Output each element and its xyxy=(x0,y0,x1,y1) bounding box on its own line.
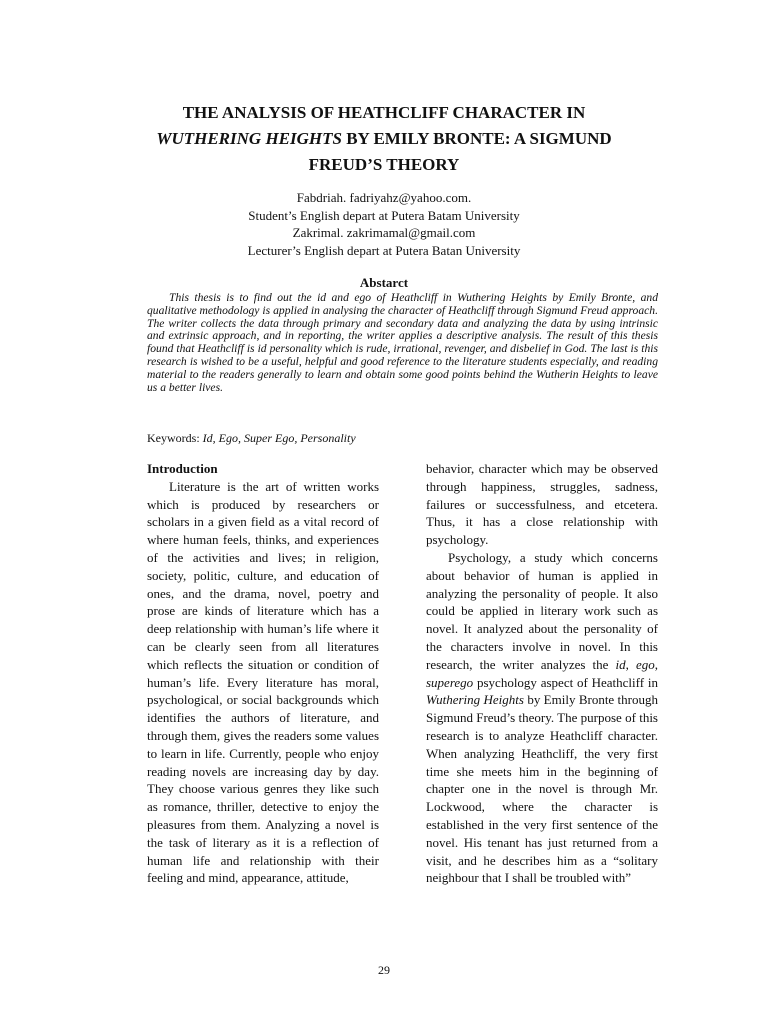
title-line-2 xyxy=(110,126,658,152)
p2-text-2: psychology aspect of Heathcliff in xyxy=(473,674,658,690)
abstract-text: This thesis is to find out the id and ego of Heathcliff in Wuthering Heights by Emily Bronte, and qualitative methodology is applied in analysing the character of Heathcliff through Sigmund Freud approach. The writer collects the data through primary and secondary data and analyzing the data by using intrinsic and extrinsic approach, and in reporting, the writer applies a descriptive analysis. The result of this thesis found that Heathcliff is id personality which is rude, irrational, revenger, and disbelief in God. The last is this research is wished to be a useful, helpful and good reference to the literature students especially, and reading material to the readers generally to learn and obtain some good points behind the Wutherin Heights to leave us a better lives. xyxy=(147,291,658,394)
title-line-2-rest: BY EMILY BRONTE: A SIGMUND xyxy=(341,129,612,148)
title-novel-name: WUTHERING HEIGHTS xyxy=(156,129,342,148)
author-2-affiliation: Lecturer’s English depart at Putera Batan University xyxy=(247,242,521,258)
page-number: 29 xyxy=(378,963,390,977)
p2-sep-2: , xyxy=(654,656,659,672)
intro-paragraph-continued: behavior, character which may be observed through happiness, struggles, sadness, failures or successfulness, and etcetera. Thus, it has a close relationship with psychology. xyxy=(426,461,658,548)
intro-paragraph-2 xyxy=(426,549,658,887)
introduction-heading: Introduction xyxy=(147,461,218,476)
title-line-3: FREUD’S THEORY xyxy=(308,155,460,174)
p2-text-3: by Emily Bronte through Sigmund Freud’s theory. The purpose of this research is to analyze Heathcliff character. When analyzing Heathcliff, the very first time she meets him in the beginning of chapter one in the novel is through Mr. Lockwood, where the character is established in the very first sentence of the novel. His tenant has just returned from a visit, and he describes him as a “solitary neighbour that I shall be troubled with” xyxy=(426,692,658,886)
right-column xyxy=(426,460,658,887)
intro-paragraph-1: Literature is the art of written works which is produced by researchers or scholars in a given field as a vital record of where human feels, thinks, and experiences of the activities and lives; in religion, society, politic, culture, and education of ones, and the drama, novel, poetry and prose are kinds of literature which has a deep relationship with human’s life where it can be clearly seen from all literatures which reflects the situation or condition of human’s life. Every literature has moral, psychological, or social backgrounds which identifies the authors of literature, and through them, gives the readers some values to learn in life. Currently, people who enjoy reading novels are increasing day by day. They choose various genres they like such as romance, thriller, detective to enjoy the pleasures from them. Analyzing a novel is the task of literary as it is a reflection of human life and relationship with their feeling and mind, appearance, attitude, xyxy=(147,478,379,886)
p2-sep-1: , xyxy=(625,656,636,672)
novel-title-italic: Wuthering Heights xyxy=(426,692,524,708)
abstract-heading: Abstarct xyxy=(359,275,409,290)
keywords-value: Id, Ego, Super Ego, Personality xyxy=(202,431,356,445)
term-ego: ego xyxy=(635,656,655,672)
author-1-line: Fabdriah. fadriyahz@yahoo.com. xyxy=(296,190,472,205)
keywords-line xyxy=(147,431,658,446)
author-block xyxy=(110,189,658,259)
paper-title xyxy=(110,100,658,178)
left-column xyxy=(147,460,379,887)
term-superego: superego xyxy=(426,674,474,690)
author-2-line: Zakrimal. zakrimamal@gmail.com xyxy=(292,225,476,240)
title-line-1: THE ANALYSIS OF HEATHCLIFF CHARACTER IN xyxy=(182,103,586,122)
p2-text-1: Psychology, a study which concerns about behavior of human is applied in analyzing the personality of people. It also could be applied in literary work such as novel. It analyzed about the personality of the characters involve in novel. In this research, the writer analyzes the xyxy=(426,549,658,672)
author-1-affiliation: Student’s English depart at Putera Batam University xyxy=(248,207,520,223)
keywords-label: Keywords: xyxy=(147,431,203,445)
term-id: id xyxy=(615,656,626,672)
